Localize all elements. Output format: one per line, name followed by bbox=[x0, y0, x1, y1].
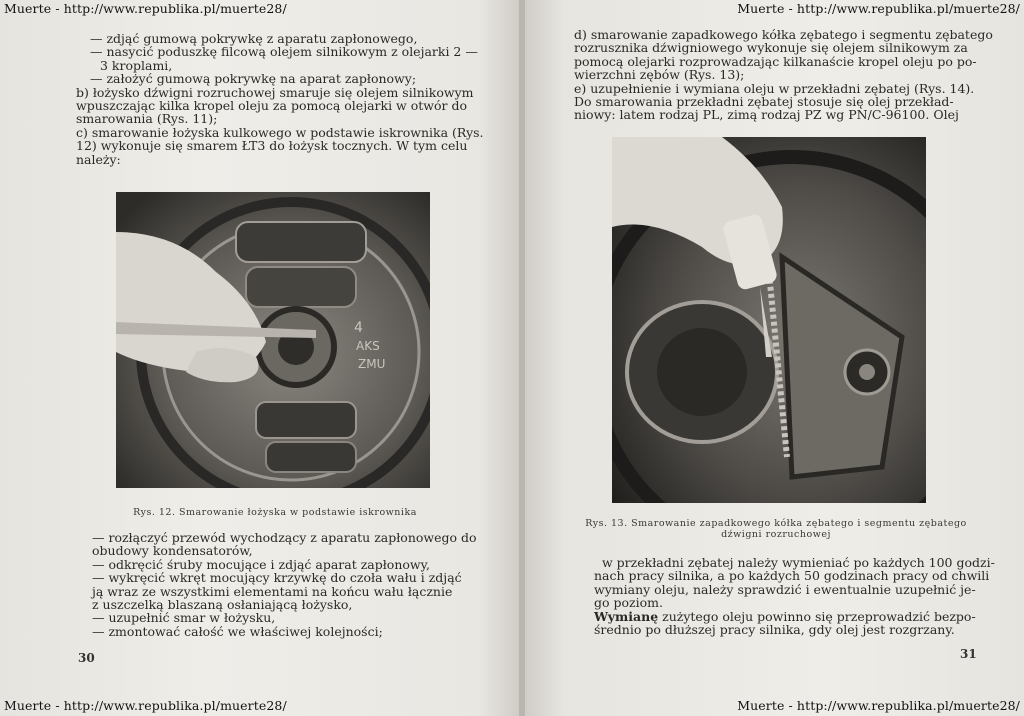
page-number-left: 30 bbox=[78, 651, 95, 665]
right-text-top bbox=[574, 27, 993, 123]
figure-13-caption-line2: dźwigni rozruchowej bbox=[721, 529, 831, 540]
text-line: niowy: latem rodzaj PL, zimą rodzaj PZ wg PN/C-96100. Olej bbox=[574, 107, 959, 123]
left-text-bottom bbox=[92, 531, 476, 638]
text-line: — uzupełnić smar w łożysku, bbox=[92, 610, 276, 626]
figure-13-caption-line1: Rys. 13. Smarowanie zapadkowego kółka zębatego i segmentu zębatego bbox=[585, 518, 967, 529]
page-number-right: 31 bbox=[960, 647, 977, 661]
text-line: rozrusznika dźwigniowego wykonuje się olejem silnikowym za bbox=[574, 40, 968, 56]
figure-13-caption bbox=[576, 518, 976, 540]
text-line: c) smarowanie łożyska kulkowego w podstawie iskrownika (Rys. bbox=[76, 124, 484, 140]
text-line: b) łożysko dźwigni rozruchowej smaruje się olejem silnikowym bbox=[76, 84, 474, 100]
text-line: — założyć gumową pokrywkę na aparat zapłonowy; bbox=[90, 71, 417, 87]
text-line: go poziom. bbox=[594, 595, 663, 611]
text-line: — zmontować całość we właściwej kolejności; bbox=[92, 623, 383, 639]
svg-text:4: 4 bbox=[354, 320, 363, 336]
watermark-bottom-right: Muerte - http://www.republika.pl/muerte28/ bbox=[737, 698, 1020, 713]
text-line: e) uzupełnienie i wymiana oleju w przekładni zębatej (Rys. 14). bbox=[574, 80, 975, 96]
svg-text:ZMU: ZMU bbox=[358, 357, 386, 371]
text-line: — nasycić poduszkę filcową olejem silnikowym z olejarki 2 — bbox=[90, 44, 478, 60]
text-fragment: zużytego oleju powinno się przeprowadzić bezpo- bbox=[658, 608, 976, 624]
text-line bbox=[594, 610, 974, 623]
figure-13-illustration bbox=[612, 137, 926, 503]
figure-13-photo bbox=[612, 137, 926, 503]
text-line: nach pracy silnika, a po każdych 50 godzinach pracy od chwili bbox=[594, 568, 990, 584]
figure-12-caption: Rys. 12. Smarowanie łożyska w podstawie iskrownika bbox=[133, 507, 417, 518]
text-line: wpuszczając kilka kropel oleju za pomocą olejarki w otwór do bbox=[76, 98, 467, 114]
figure-12-photo bbox=[116, 192, 430, 488]
figure-12-illustration bbox=[116, 192, 430, 488]
text-line: d) smarowanie zapadkowego kółka zębatego i segmentu zębatego bbox=[574, 27, 993, 42]
text-line: 12) wykonuje się smarem ŁT3 do łożysk tocznych. W tym celu bbox=[76, 138, 468, 154]
watermark-top-left: Muerte - http://www.republika.pl/muerte28/ bbox=[4, 1, 287, 16]
left-text-top bbox=[76, 31, 484, 167]
text-line: — zdjąć gumową pokrywkę z aparatu zapłonowego, bbox=[90, 31, 418, 46]
text-line: wierzchni zębów (Rys. 13); bbox=[574, 67, 745, 83]
watermark-bottom-left: Muerte - http://www.republika.pl/muerte28/ bbox=[4, 698, 287, 713]
text-line: należy: bbox=[76, 151, 121, 167]
text-line: z uszczelką blaszaną osłaniającą łożysko, bbox=[92, 597, 353, 613]
text-line: — wykręcić wkręt mocujący krzywkę do czoła wału i zdjąć bbox=[92, 570, 462, 586]
right-text-bottom bbox=[594, 555, 995, 638]
text-line: w przekładni zębatej należy wymieniać po każdych 100 godzi- bbox=[602, 555, 995, 570]
svg-text:AKS: AKS bbox=[356, 339, 380, 353]
text-line: obudowy kondensatorów, bbox=[92, 543, 253, 559]
text-line: pomocą olejarki rozprowadzając kilkanaście kropel oleju po po- bbox=[574, 53, 977, 69]
text-line: — odkręcić śruby mocujące i zdjąć aparat zapłonowy, bbox=[92, 556, 430, 572]
text-line: Do smarowania przekładni zębatej stosuje się olej przekład- bbox=[574, 94, 954, 110]
bold-term: Wymianę bbox=[594, 608, 659, 624]
text-line: średnio po dłuższej pracy silnika, gdy olej jest rozgrzany. bbox=[594, 622, 955, 638]
text-line: wymiany oleju, należy sprawdzić i ewentualnie uzupełnić je- bbox=[594, 581, 976, 597]
text-line: smarowania (Rys. 11); bbox=[76, 111, 218, 127]
watermark-top-right: Muerte - http://www.republika.pl/muerte28/ bbox=[737, 1, 1020, 16]
text-line: — rozłączyć przewód wychodzący z aparatu zapłonowego do bbox=[92, 530, 477, 545]
text-line: ją wraz ze wszystkimi elementami na końcu wału łącznie bbox=[92, 583, 453, 599]
text-line: 3 kroplami, bbox=[100, 57, 173, 73]
book-spine bbox=[519, 0, 525, 716]
